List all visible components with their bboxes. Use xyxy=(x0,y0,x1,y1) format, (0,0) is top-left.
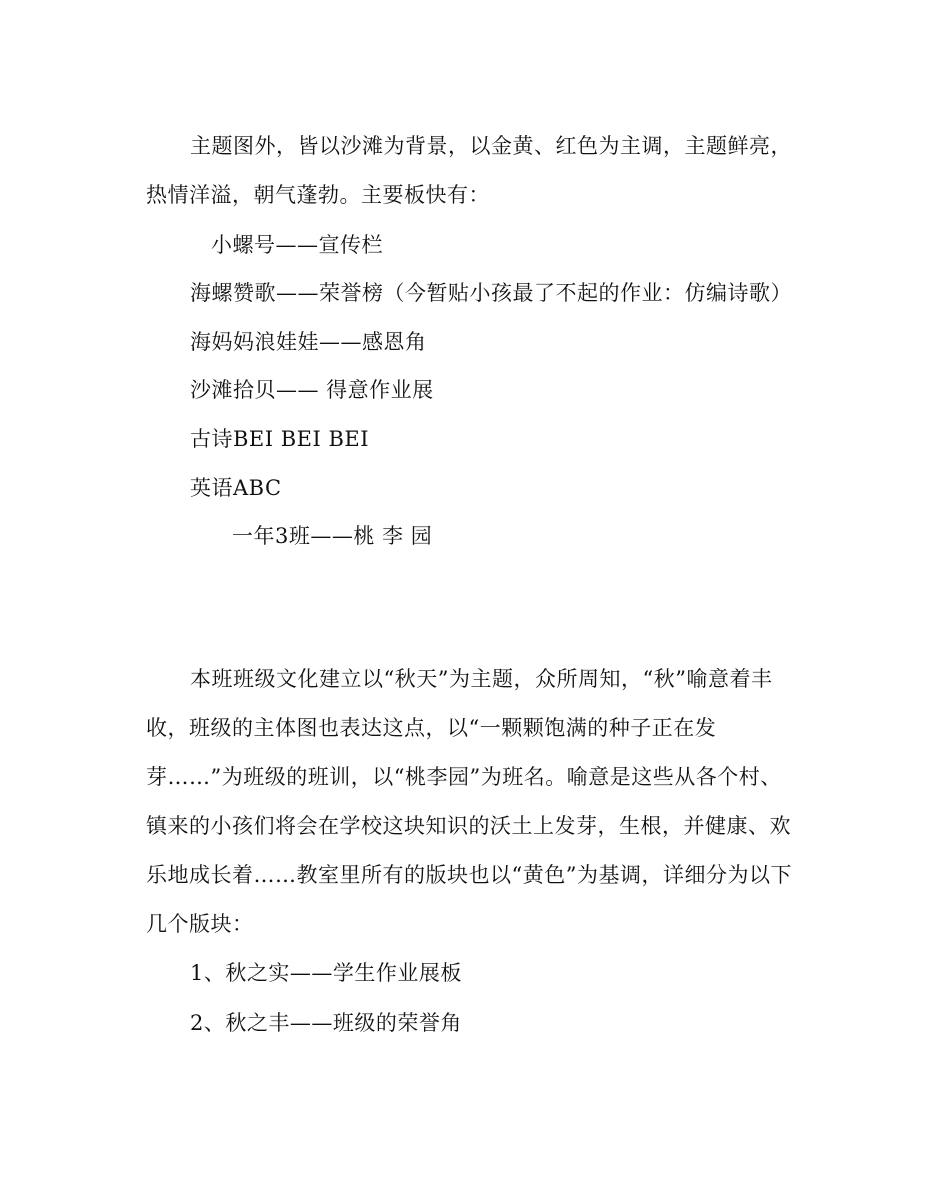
intro-line-2: 热情洋溢，朝气蓬勃。主要板快有： xyxy=(146,183,490,207)
intro-line-1: 主题图外，皆以沙滩为背景，以金黄、红色为主调，主题鲜亮， xyxy=(190,134,792,158)
board-item-1: 小螺号——宣传栏 xyxy=(211,233,383,257)
list-item-1: 1、秋之实——学生作业展板 xyxy=(190,961,462,985)
board-item-6: 英语ABC xyxy=(190,476,282,500)
board-item-4: 沙滩拾贝—— 得意作业展 xyxy=(190,378,434,402)
paragraph-line-5: 乐地成长着……教室里所有的版块也以“黄色”为基调，详细分为以下 xyxy=(146,863,792,887)
board-item-2: 海螺赞歌——荣誉榜（今暂贴小孩最了不起的作业：仿编诗歌） xyxy=(190,281,792,305)
paragraph-line-3: 芽……”为班级的班训，以“桃李园”为班名。喻意是这些从各个村、 xyxy=(146,765,782,789)
paragraph-line-6: 几个版块： xyxy=(146,912,254,936)
paragraph-line-1: 本班班级文化建立以“秋天”为主题，众所周知，“秋”喻意着丰 xyxy=(190,667,773,691)
board-item-5: 古诗BEI BEI BEI xyxy=(190,427,370,451)
board-item-3: 海妈妈浪娃娃——感恩角 xyxy=(190,330,427,354)
paragraph-line-4: 镇来的小孩们将会在学校这块知识的沃土上发芽，生根，并健康、欢 xyxy=(146,814,791,838)
list-item-2: 2、秋之丰——班级的荣誉角 xyxy=(190,1011,462,1035)
paragraph-line-2: 收，班级的主体图也表达这点，以“一颗颗饱满的种子正在发 xyxy=(146,716,717,740)
class-title: 一年3班——桃 李 园 xyxy=(232,524,433,548)
